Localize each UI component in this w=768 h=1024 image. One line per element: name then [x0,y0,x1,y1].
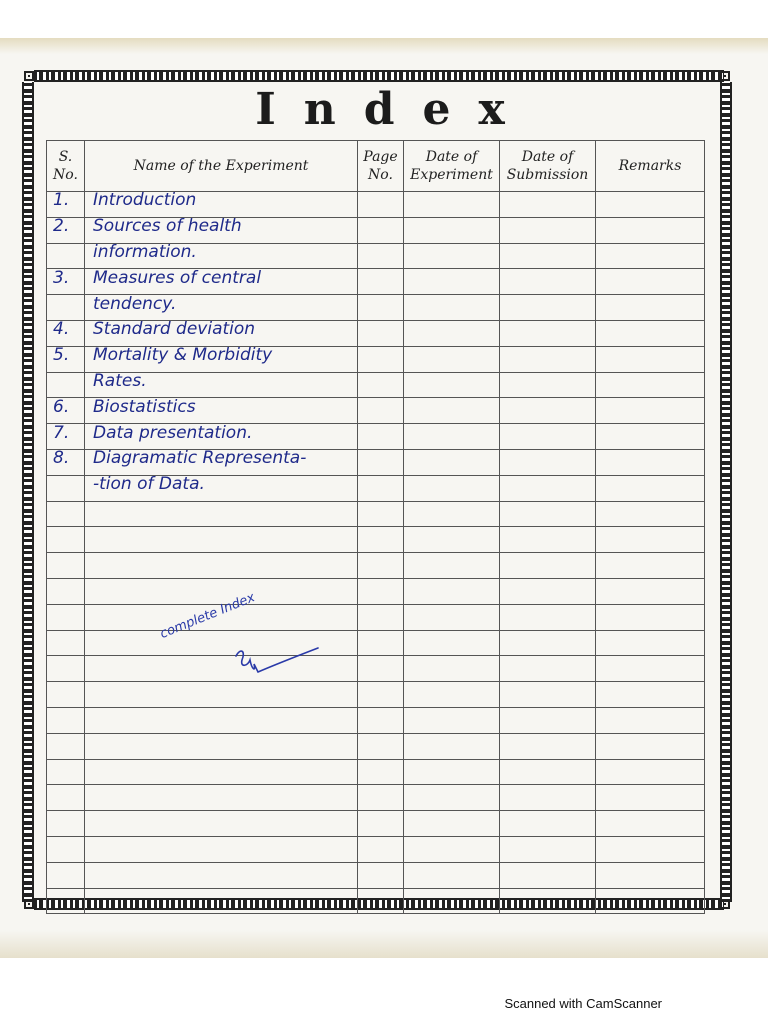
experiment-text: information. [93,241,197,262]
row-experiment-name [85,346,358,372]
row-experiment-name [85,295,358,321]
table-row [47,192,705,218]
corner-ornament [24,71,34,81]
row-sno [47,243,85,269]
empty-cell [358,398,404,424]
empty-cell [85,836,358,862]
empty-cell [404,759,500,785]
empty-cell [404,630,500,656]
empty-cell [85,682,358,708]
sno-text: 5. [53,345,70,366]
empty-cell [47,836,85,862]
empty-cell [358,449,404,475]
empty-cell [404,398,500,424]
empty-cell [500,527,596,553]
empty-cell [358,243,404,269]
row-experiment-name [85,320,358,346]
empty-cell [404,269,500,295]
table-row [47,295,705,321]
empty-cell [358,295,404,321]
empty-cell [596,733,705,759]
empty-cell [500,733,596,759]
empty-cell [404,217,500,243]
empty-cell [500,630,596,656]
experiment-text: Data presentation. [93,422,253,443]
table-row [47,449,705,475]
empty-cell [596,243,705,269]
empty-cell [404,785,500,811]
header-page: Page No. [358,141,404,192]
experiment-text: Rates. [93,370,147,391]
empty-cell [358,501,404,527]
empty-cell [596,785,705,811]
empty-cell [85,578,358,604]
empty-cell [47,888,85,914]
empty-cell [596,372,705,398]
row-experiment-name [85,243,358,269]
empty-cell [500,372,596,398]
row-sno [47,424,85,450]
empty-cell [404,295,500,321]
row-sno [47,398,85,424]
row-sno [47,192,85,218]
empty-cell [404,501,500,527]
table-row [47,217,705,243]
empty-cell [404,553,500,579]
handwritten-note: complete Index [158,590,258,642]
empty-cell [404,243,500,269]
empty-cell [404,424,500,450]
table-row [47,862,705,888]
empty-cell [500,269,596,295]
table-row [47,346,705,372]
corner-ornament [720,71,730,81]
table-row [47,604,705,630]
empty-cell [404,449,500,475]
empty-cell [358,656,404,682]
table-row [47,733,705,759]
empty-cell [500,862,596,888]
empty-cell [47,656,85,682]
empty-cell [358,217,404,243]
empty-cell [500,398,596,424]
table-header-row [47,141,705,192]
empty-cell [596,811,705,837]
empty-cell [358,424,404,450]
empty-cell [596,604,705,630]
empty-cell [85,811,358,837]
experiment-text: -tion of Data. [93,474,205,495]
row-experiment-name [85,398,358,424]
scanner-footer: Scanned with CamScanner [504,996,662,1011]
row-sno [47,372,85,398]
signature-mark [232,642,322,676]
sno-text: 2. [53,216,70,237]
table-row [47,475,705,501]
empty-cell [404,862,500,888]
row-sno [47,269,85,295]
empty-cell [596,656,705,682]
empty-cell [358,192,404,218]
empty-cell [500,424,596,450]
empty-cell [47,862,85,888]
empty-cell [404,578,500,604]
empty-cell [596,269,705,295]
empty-cell [596,578,705,604]
sno-text: 6. [53,396,70,417]
table-row [47,398,705,424]
row-experiment-name [85,269,358,295]
empty-cell [47,501,85,527]
header-date-experiment: Date of Experiment [404,141,500,192]
empty-cell [358,759,404,785]
empty-cell [596,217,705,243]
experiment-text: Diagramatic Representa- [93,448,307,469]
sno-text: 7. [53,422,70,443]
empty-cell [500,449,596,475]
empty-cell [85,785,358,811]
empty-cell [500,888,596,914]
empty-cell [404,836,500,862]
table-row [47,759,705,785]
empty-cell [404,604,500,630]
empty-cell [596,501,705,527]
empty-cell [358,862,404,888]
empty-cell [596,475,705,501]
sno-text: 1. [53,190,70,211]
empty-cell [404,475,500,501]
empty-cell [500,578,596,604]
table-row [47,553,705,579]
table-row [47,656,705,682]
empty-cell [47,604,85,630]
experiment-text: Standard deviation [93,319,256,340]
row-experiment-name [85,372,358,398]
empty-cell [47,682,85,708]
empty-cell [404,682,500,708]
empty-cell [85,733,358,759]
empty-cell [596,759,705,785]
empty-cell [596,346,705,372]
empty-cell [500,811,596,837]
empty-cell [358,372,404,398]
table-row [47,682,705,708]
header-name: Name of the Experiment [85,141,358,192]
empty-cell [596,707,705,733]
corner-ornament [720,899,730,909]
empty-cell [85,501,358,527]
empty-cell [47,630,85,656]
empty-cell [358,578,404,604]
empty-cell [596,295,705,321]
empty-cell [596,424,705,450]
row-experiment-name [85,475,358,501]
empty-cell [500,501,596,527]
empty-cell [85,862,358,888]
empty-cell [85,527,358,553]
empty-cell [500,836,596,862]
table-row [47,836,705,862]
empty-cell [500,656,596,682]
table-row [47,269,705,295]
empty-cell [404,192,500,218]
empty-cell [404,372,500,398]
table-row [47,527,705,553]
empty-cell [596,630,705,656]
empty-cell [85,707,358,733]
empty-cell [47,707,85,733]
empty-cell [404,707,500,733]
row-sno [47,449,85,475]
empty-cell [47,553,85,579]
empty-cell [596,320,705,346]
empty-cell [500,243,596,269]
corner-ornament [24,899,34,909]
empty-cell [404,888,500,914]
empty-cell [500,217,596,243]
empty-cell [358,811,404,837]
empty-cell [500,707,596,733]
empty-cell [500,553,596,579]
table-row [47,888,705,914]
empty-cell [358,888,404,914]
experiment-text: tendency. [93,293,177,314]
empty-cell [500,604,596,630]
table-row [47,501,705,527]
empty-cell [500,759,596,785]
experiment-text: Sources of health [93,216,242,237]
empty-cell [358,320,404,346]
empty-cell [85,553,358,579]
empty-cell [47,578,85,604]
empty-cell [500,295,596,321]
empty-cell [358,269,404,295]
table-row [47,707,705,733]
row-experiment-name [85,217,358,243]
empty-cell [358,682,404,708]
table-row [47,630,705,656]
empty-cell [500,785,596,811]
empty-cell [358,475,404,501]
header-remarks: Remarks [596,141,705,192]
empty-cell [596,449,705,475]
empty-cell [358,553,404,579]
empty-cell [404,320,500,346]
page-title: Index [255,84,533,135]
empty-cell [596,682,705,708]
empty-cell [596,888,705,914]
empty-cell [404,733,500,759]
experiment-text: Introduction [93,190,197,211]
paper-edge-bottom [0,930,768,958]
empty-cell [404,811,500,837]
sno-text: 4. [53,319,70,340]
empty-cell [358,707,404,733]
table-row [47,372,705,398]
table-row [47,320,705,346]
empty-cell [404,346,500,372]
table-row [47,785,705,811]
experiment-text: Biostatistics [93,396,196,417]
empty-cell [358,630,404,656]
empty-cell [47,785,85,811]
empty-cell [85,888,358,914]
empty-cell [47,733,85,759]
table-row [47,243,705,269]
table-body [47,192,705,914]
empty-cell [596,862,705,888]
empty-cell [47,527,85,553]
header-date-submission: Date of Submission [500,141,596,192]
empty-cell [500,682,596,708]
table-row [47,811,705,837]
empty-cell [596,553,705,579]
empty-cell [358,785,404,811]
sno-text: 8. [53,448,70,469]
empty-cell [358,604,404,630]
sno-text: 3. [53,267,70,288]
empty-cell [404,527,500,553]
empty-cell [85,759,358,785]
empty-cell [500,320,596,346]
row-experiment-name [85,192,358,218]
empty-cell [596,527,705,553]
empty-cell [358,527,404,553]
empty-cell [500,192,596,218]
decorative-border-left [22,82,34,902]
header-sno: S. No. [47,141,85,192]
empty-cell [500,346,596,372]
empty-cell [358,733,404,759]
experiment-text: Measures of central [93,267,262,288]
row-sno [47,217,85,243]
paper-edge-top [0,38,768,54]
decorative-border-top [34,70,724,82]
experiment-text: Mortality & Morbidity [93,345,273,366]
empty-cell [47,811,85,837]
index-table [46,140,705,914]
empty-cell [500,475,596,501]
empty-cell [358,836,404,862]
empty-cell [358,346,404,372]
row-sno [47,295,85,321]
empty-cell [47,759,85,785]
row-experiment-name [85,449,358,475]
row-sno [47,475,85,501]
empty-cell [596,192,705,218]
empty-cell [596,836,705,862]
table-row [47,578,705,604]
row-experiment-name [85,424,358,450]
empty-cell [596,398,705,424]
empty-cell [404,656,500,682]
table-row [47,424,705,450]
row-sno [47,346,85,372]
decorative-border-right [720,82,732,902]
row-sno [47,320,85,346]
